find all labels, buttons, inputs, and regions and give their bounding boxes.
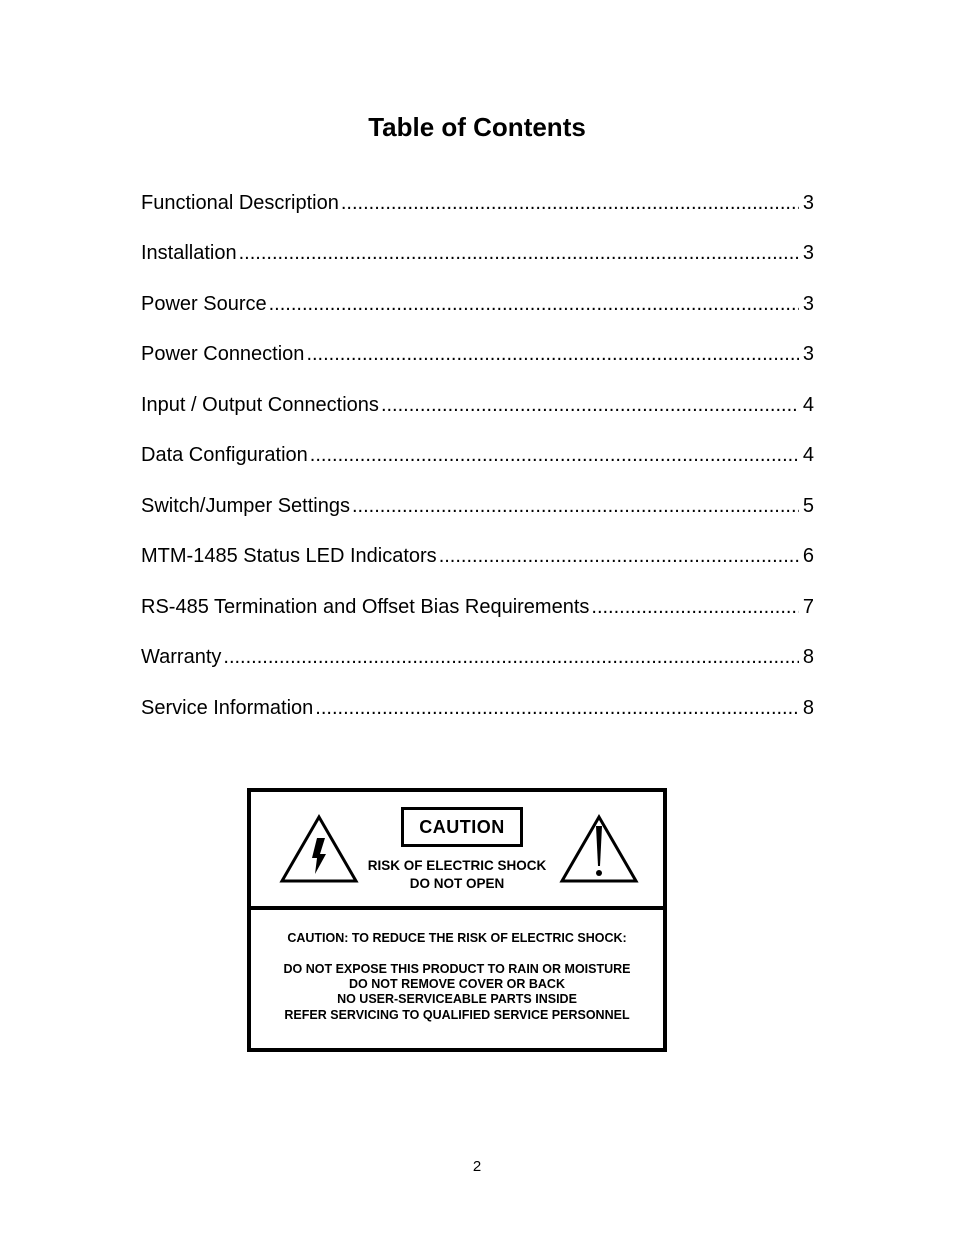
exclamation-triangle-icon [559,814,639,884]
toc-entry-page: 7 [802,596,814,618]
toc-entry-page: 4 [802,444,814,466]
toc-leader-dots [315,694,799,722]
toc-entry-label: Data Configuration [141,444,308,466]
caution-warning-heading: CAUTION: TO REDUCE THE RISK OF ELECTRIC SHOCK: [287,931,627,945]
toc-entry-page: 5 [802,495,814,517]
toc-entry-page: 6 [802,545,814,567]
caution-warning-line: NO USER-SERVICEABLE PARTS INSIDE [337,992,577,1006]
toc-entry-label: Input / Output Connections [141,394,379,416]
toc-leader-dots [341,189,799,217]
page-title: Table of Contents [368,112,586,142]
toc-entry-status-led-indicators[interactable] [141,542,814,570]
toc-entry-page: 8 [802,697,814,719]
toc-entry-power-connection[interactable] [141,340,814,368]
toc-entry-page: 3 [802,192,814,214]
toc-entry-warranty[interactable] [141,643,814,671]
toc-entry-page: 4 [802,394,814,416]
toc-entry-label: Power Source [141,293,267,315]
toc-entry-installation[interactable] [141,239,814,267]
toc-entry-functional-description[interactable] [141,189,814,217]
toc-leader-dots [223,643,798,671]
toc-entry-service-information[interactable] [141,694,814,722]
toc-entry-label: Power Connection [141,343,305,365]
caution-label-box [247,788,667,1052]
toc-leader-dots [269,290,799,318]
toc-entry-power-source[interactable] [141,290,814,318]
toc-leader-dots [439,542,799,570]
toc-leader-dots [310,441,799,469]
toc-entry-page: 3 [802,242,814,264]
do-not-open-text: DO NOT OPEN [409,876,505,891]
caution-badge: CAUTION [401,807,523,847]
caution-warning-panel [251,910,663,1048]
toc-entry-label: RS-485 Termination and Offset Bias Requirements [141,596,590,618]
caution-warning-line: DO NOT REMOVE COVER OR BACK [349,977,565,991]
toc-entry-label: Switch/Jumper Settings [141,495,350,517]
toc-entry-page: 3 [802,343,814,365]
toc-entry-label: Service Information [141,697,314,719]
toc-leader-dots [381,391,799,419]
toc-leader-dots [239,239,799,267]
toc-entry-label: Functional Description [141,192,339,214]
toc-entry-label: MTM-1485 Status LED Indicators [141,545,437,567]
risk-of-shock-text: RISK OF ELECTRIC SHOCK [367,858,547,873]
toc-leader-dots [591,593,798,621]
caution-header-panel [251,792,663,910]
toc-entry-switch-jumper-settings[interactable] [141,492,814,520]
toc-entry-label: Warranty [141,646,222,668]
toc-entry-input-output-connections[interactable] [141,391,814,419]
toc-leader-dots [306,340,798,368]
toc-entry-page: 8 [802,646,814,668]
toc-entry-page: 3 [802,293,814,315]
page-number: 2 [472,1158,482,1175]
toc-leader-dots [352,492,799,520]
toc-entry-data-configuration[interactable] [141,441,814,469]
toc-entry-label: Installation [141,242,237,264]
toc-entry-rs485-termination[interactable] [141,593,814,621]
caution-warning-line: DO NOT EXPOSE THIS PRODUCT TO RAIN OR MOISTURE [283,962,631,976]
caution-warning-line: REFER SERVICING TO QUALIFIED SERVICE PERSONNEL [284,1008,630,1022]
